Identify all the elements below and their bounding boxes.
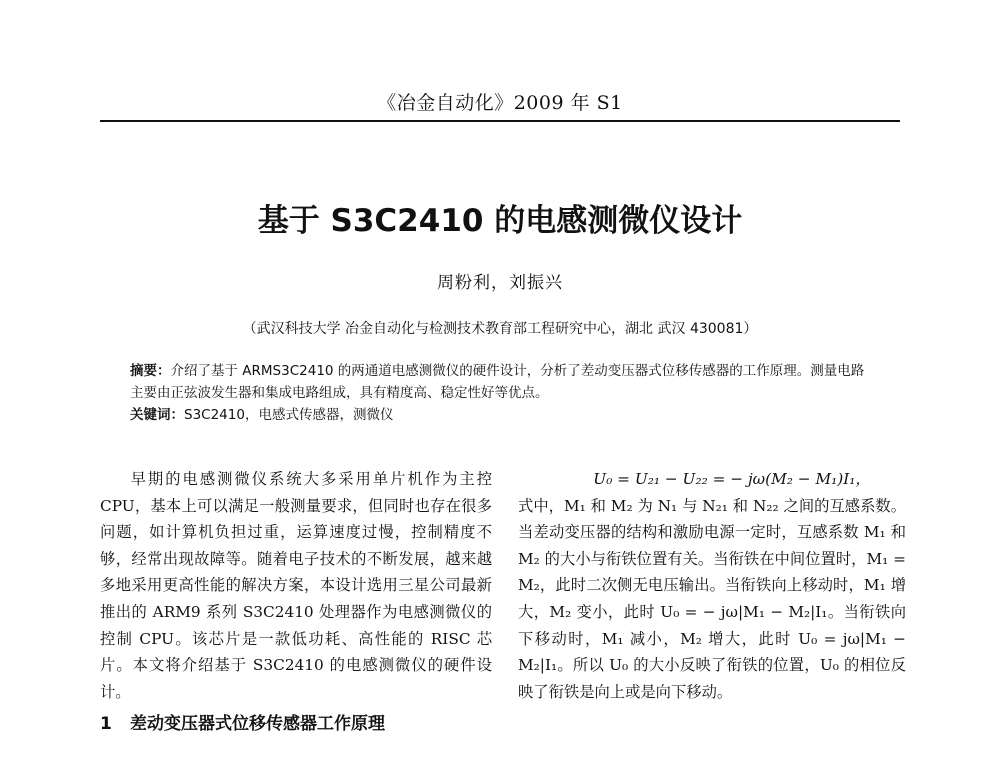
section-title: 差动变压器式位移传感器工作原理 [130, 714, 385, 735]
keywords [130, 404, 875, 426]
affiliation: （武汉科技大学 冶金自动化与检测技术教育部工程研究中心，湖北 武汉 430081） [242, 321, 758, 337]
keywords-label: 关键词： [130, 407, 184, 423]
abstract-block [130, 360, 875, 426]
paper-title: 基于 S3C2410 的电感测微仪设计 [257, 203, 743, 239]
keywords-text: S3C2410，电感式传感器，测微仪 [184, 407, 394, 423]
abstract [130, 360, 875, 404]
abstract-label: 摘要： [130, 363, 171, 379]
journal-header: 《冶金自动化》2009 年 S1 [377, 92, 623, 114]
section-heading [100, 711, 492, 738]
right-column [518, 466, 906, 705]
abstract-text: 介绍了基于 ARMS3C2410 的两通道电感测微仪的硬件设计，分析了差动变压器式位移传感器的工作原理。测量电路主要由正弦波发生器和集成电路组成，具有精度高、稳定性好等优点。 [130, 363, 865, 401]
authors: 周粉利，刘振兴 [437, 273, 563, 293]
intro-paragraph: 早期的电感测微仪系统大多采用单片机作为主控 CPU，基本上可以满足一般测量要求，但同时也存在很多问题，如计算机负担过重，运算速度过慢，控制精度不够，经常出现故障等。随着电子技术的不断发展，越来越多地采用更高性能的解决方案，本设计选用三星公司最新推出的 ARM9 系列 S3C2410 处理器作为电感测微仪的控制 CPU。该芯片是一款低功耗、高性能的 RISC 芯片。本文将介绍基于 S3C2410 的电感测微仪的硬件设计。 [100, 470, 492, 701]
left-column [100, 466, 492, 738]
header-rule [100, 120, 900, 122]
section-number: 1 [100, 714, 112, 735]
formula: U₀ = U₂₁ − U₂₂ = − jω(M₂ − M₁)I₁， [593, 470, 871, 488]
formula-explanation: 式中，M₁ 和 M₂ 为 N₁ 与 N₂₁ 和 N₂₂ 之间的互感系数。当差动变压器的结构和激励电源一定时，互感系数 M₁ 和 M₂ 的大小与衔铁位置有关。当衔铁在中间位置时，M₁ = M₂，此时二次侧无电压输出。当衔铁向上移动时，M₁ 增大，M₂ 变小，此时 U₀ = − jω|M₁ − M₂|I₁。当衔铁向下移动时，M₁ 减小，M₂ 增大，此时 U₀ = jω|M₁ − M₂|I₁。所以 U₀ 的大小反映了衔铁的位置，U₀ 的相位反映了衔铁是向上或是向下移动。 [518, 496, 906, 701]
